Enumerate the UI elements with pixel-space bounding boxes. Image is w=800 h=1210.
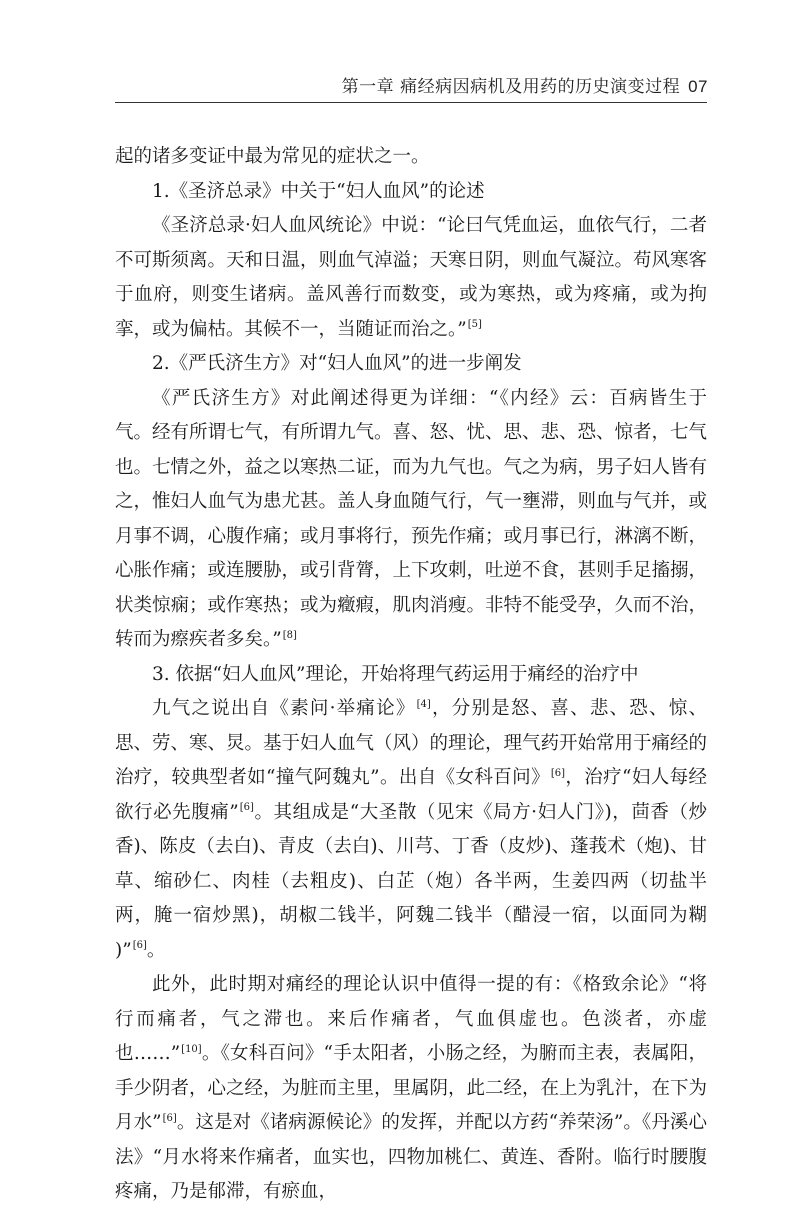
text-run: 。《女科百问》“手太阳者，小肠之经，为腑而主表，表属阳，手少阴者，心之经，为脏而主里，里属阴，此二经，在上为乳汁，在下为月水” — [115, 1043, 708, 1133]
section-heading-1 — [115, 175, 707, 210]
chapter-title: 第一章 痛经病因病机及用药的历史演变过程 — [341, 77, 681, 97]
heading-text: 1.《圣济总录》中关于“妇人血风”的论述 — [152, 180, 485, 202]
page-number: 07 — [688, 77, 708, 96]
citation-ref: [8] — [282, 629, 297, 641]
citation-ref: [6] — [132, 940, 147, 952]
text-run: 九气之说出自《素问·举痛论》 — [152, 698, 416, 719]
text-run: 。 — [146, 939, 166, 961]
paragraph-continuation — [115, 140, 707, 175]
text-run: 《严氏济生方》对此阐述得更为详细：“《内经》云：百病皆生于气。经有所谓七气，有所谓九气。喜、怒、忧、思、悲、恐、惊者，七气也。七情之外，益之以寒热二证，而为九气也。气之为病，男子妇人皆有之，惟妇人血气为患尤甚。盖人身血随气行，气一壅滞，则血与气并，或月事不调，心腹作痛；或月事将行，预先作痛；或月事已行，淋漓不断，心胀作痛；或连腰胁，或引背膂，上下攻刺，吐逆不食，甚则手足搐搦，状类惊痫；或作寒热；或为癥瘕，肌肉消瘦。非特不能受孕，久而不治，转而为瘵疾者多矣。” — [115, 387, 708, 650]
citation-ref: [6] — [550, 767, 566, 779]
body-text — [115, 140, 707, 1210]
paragraph-1 — [115, 209, 707, 347]
section-heading-3 — [115, 658, 707, 693]
header-rule — [115, 102, 707, 103]
text-run: 。其组成是“大圣散（见宋《局方·妇人门》)，茴香（炒香)、陈皮（去白)、青皮（去白)、川芎、丁香（皮炒)、蓬莪术（炮)、甘草、缩砂仁、肉桂（去粗皮)、白芷（炮）各半两，生姜四两（切盐半两，腌一宿炒黑)，胡椒二钱半，阿魏二钱半（醋浸一宿，以面同为糊 )” — [115, 801, 707, 961]
paragraph-3 — [115, 692, 707, 968]
text-run: ，治疗“妇人每经欲行必先腹痛” — [115, 767, 707, 823]
heading-text: 3. 依据“妇人血风”理论，开始将理气药运用于痛经的治疗中 — [152, 663, 639, 685]
citation-ref: [6] — [162, 1112, 177, 1124]
citation-ref: [5] — [467, 319, 482, 331]
citation-ref: [10] — [181, 1043, 202, 1055]
paragraph-4 — [115, 968, 707, 1210]
citation-ref: [4] — [416, 698, 431, 710]
paragraph-2 — [115, 382, 707, 658]
text-run: 《圣济总录·妇人血风统论》中说：“论曰气凭血运，血依气行，二者不可斯须离。天和日温，则血气淖溢；天寒日阴，则血气凝泣。苟风寒客于血府，则变生诸病。盖风善行而数变，或为寒热，或为疼痛，或为拘挛，或为偏枯。其候不一，当随证而治之。” — [115, 215, 708, 340]
citation-ref: [6] — [239, 802, 254, 814]
text-run: 此外，此时期对痛经的理论认识中值得一提的有：《格致余论》“将行而痛者，气之滞也。来后作痛者，气血俱虚也。色淡者，亦虚也……” — [115, 974, 707, 1064]
text-run: 。这是对《诸病源候论》的发挥，并配以方药“养荣汤”。《丹溪心法》“月水将来作痛者，血实也，四物加桃仁、黄连、香附。临行时腰腹疼痛，乃是郁滞，有瘀血， — [115, 1112, 708, 1202]
text-run: ，分别是怒、喜、悲、恐、惊、思、劳、寒、炅。基于妇人血气（风）的理论，理气药开始常用于痛经的治疗，较典型者如“撞气阿魏丸”。出自《女科百问》 — [115, 698, 708, 788]
text-run: 起的诸多变证中最为常见的症状之一。 — [115, 146, 430, 167]
running-header — [342, 72, 708, 97]
heading-text: 2.《严氏济生方》对“妇人血风”的进一步阐发 — [152, 353, 522, 374]
section-heading-2 — [115, 347, 707, 382]
